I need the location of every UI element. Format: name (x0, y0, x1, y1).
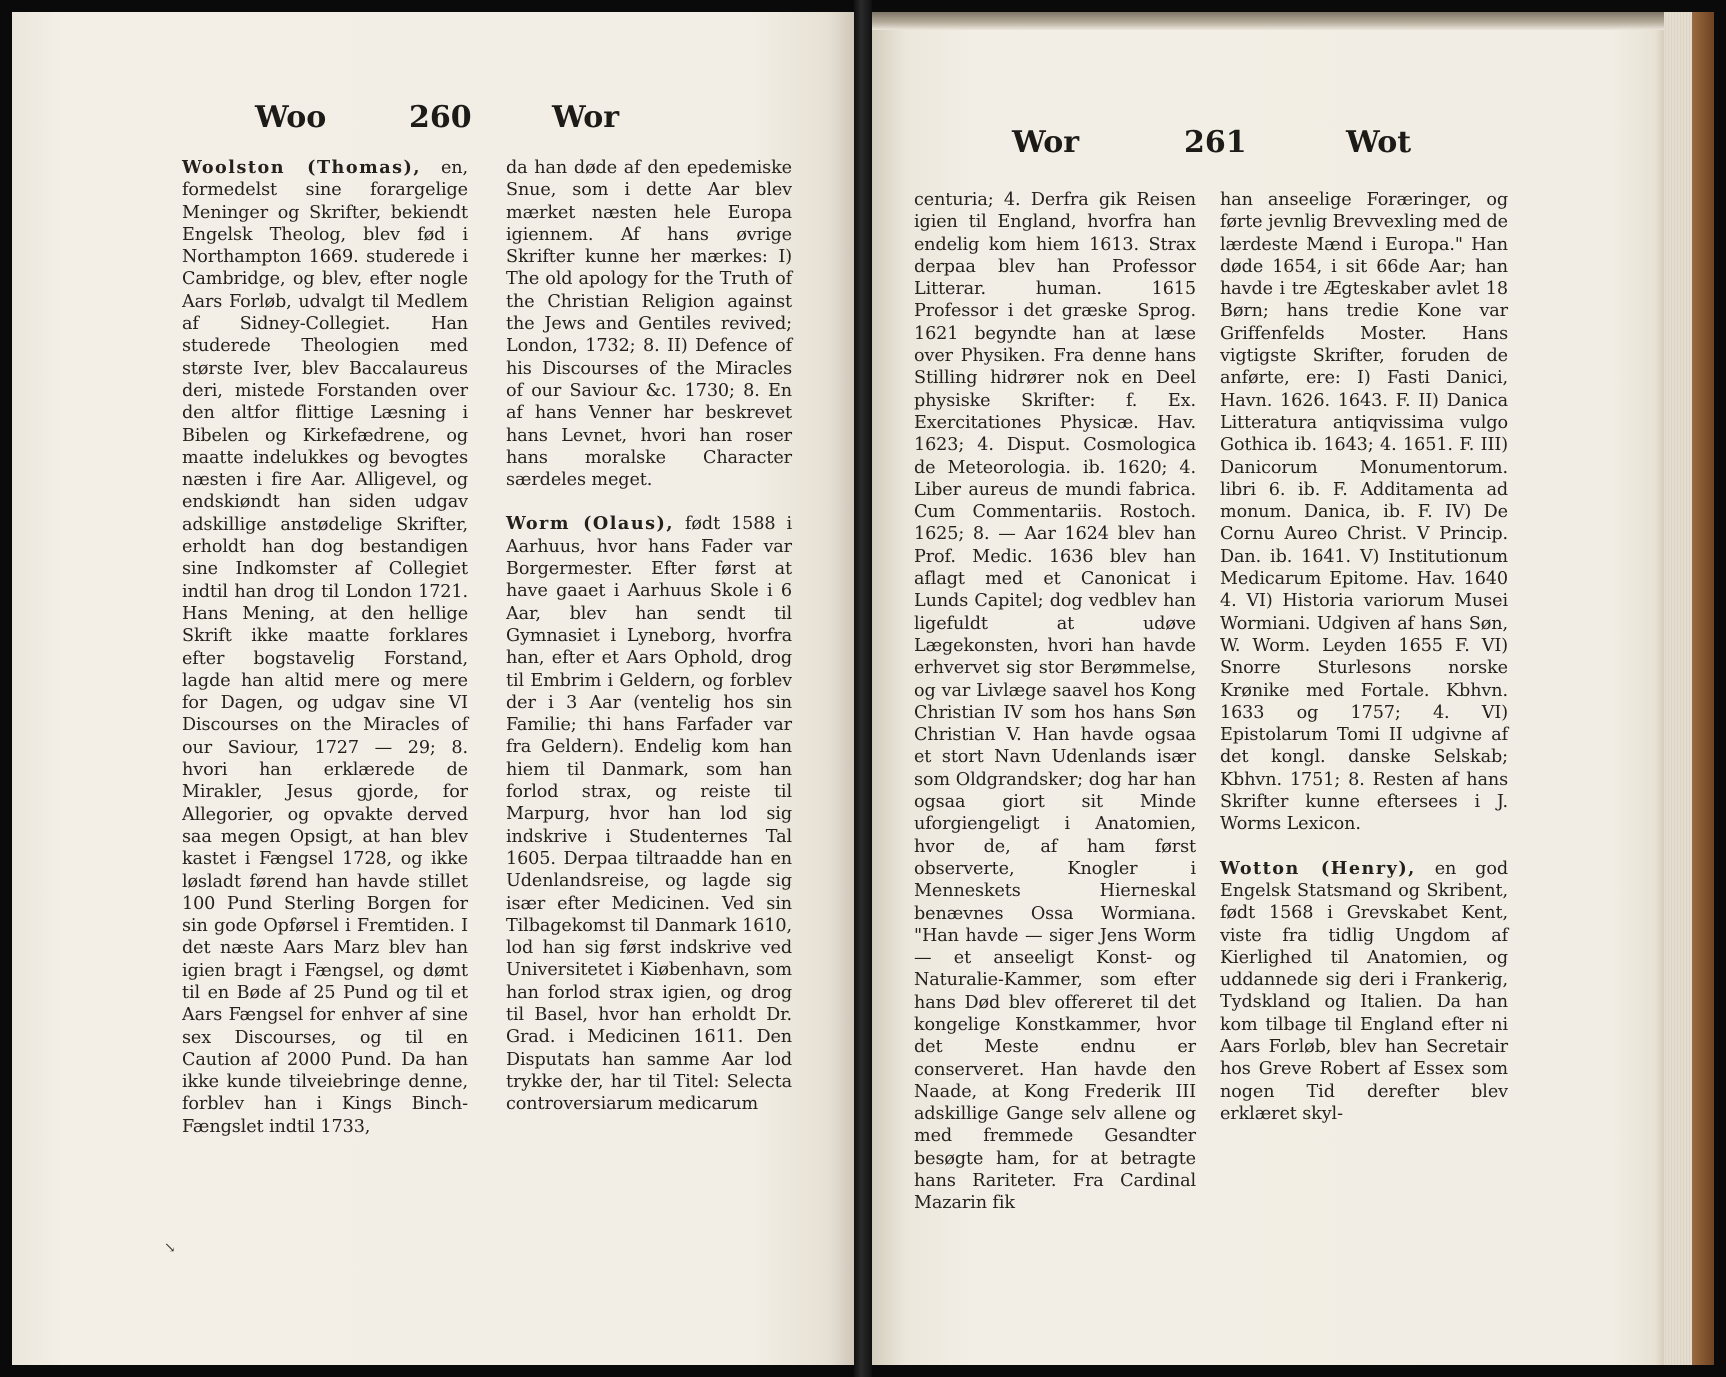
entry-continuation (1220, 189, 1508, 836)
left-page-header (12, 100, 854, 140)
left-column-1 (182, 157, 468, 1138)
right-page-number: 261 (1184, 125, 1247, 160)
headword-worm: Worm (Olaus), (506, 513, 674, 535)
entry-wotton (1220, 858, 1508, 1126)
page-top-edge (872, 12, 1714, 30)
right-page (872, 12, 1714, 1365)
entry-continuation (506, 157, 792, 491)
entry-text: han anseelige Foræringer, og førte jevnlig Brevvexling med de lærdeste Mænd i Europa." Han døde 1654, i sit 66de Aar; han havde i tre Ægteskaber avlet 18 Børn; hans tredie Kone var Griffenfelds Moster. Hans vigtigste Skrifter, foruden de anførte, ere: I) Fasti Danici, Havn. 1626. 1643. F. II) Danica Litteratura antiqvissima vulgo Gothica ib. 1643; 4. 1651. F. III) Danicorum Monumentorum. libri 6. ib. F. Additamenta ad monum. Danica, ib. F. IV) De Cornu Aureo Christ. V Princip. Dan. ib. 1641. V) Institutionum Medicarum Epitome. Hav. 1640 4. VI) Historia variorum Musei Wormiani. Udgiven af hans Søn, W. Worm. Leyden 1655 F. VI) Snorre Sturlesons norske Krønike med Fortale. Kbhvn. 1633 og 1757; 4. VI) Epistolarum Tomi II udgivne af det kongl. danske Selskab; Kbhvn. 1751; 8. Resten af hans Skrifter kunne eftersees i J. Worms Lexicon. (1220, 190, 1508, 835)
entry-text: født 1588 i Aarhuus, hvor hans Fader var Borgermester. Efter først at have gaaet i Aarhuus Skole i 6 Aar, blev han sendt til Gymnasiet i Lyneborg, hvorfra han, efter et Aars Ophold, drog til Embrim i Geldern, og forblev der i 3 Aar (ventelig hos sin Familie; thi hans Farfader var fra Geldern). Endelig kom han hiem til Danmark, som han forlod strax, og reiste til Marpurg, hvor han lod sig indskrive i Studenternes Tal 1605. Derpaa tiltraadde han en Udenlandsreise, og lagde sig især efter Medicinen. Ved sin Tilbagekomst til Danmark 1610, lod han sig først indskrive ved Universitetet i Kiøbenhavn, som han forlod strax igien, og drog til Basel, hvor han erholdt Dr. Grad. i Medicinen 1611. Den Disputats han samme Aar lod trykke der, har til Titel: Selecta controversiarum medicarum (506, 514, 792, 1115)
entry-continuation (914, 189, 1196, 1215)
entry-text: centuria; 4. Derfra gik Reisen igien til England, hvorfra han endelig kom hiem 1613. Strax derpaa blev han Professor Litterar. human. 1615 Professor i det græske Sprog. 1621 begyndte han at læse over Physiken. Fra denne hans Stilling hidrører nok en Deel physiske Skrifter: f. Ex. Exercitationes Physicæ. Hav. 1623; 4. Disput. Cosmologica de Meteorologia. ib. 1620; 4. Liber aureus de mundi fabrica. Cum Commentariis. Rostoch. 1625; 8. — Aar 1624 blev han Prof. Medic. 1636 blev han aflagt med et Canonicat i Lunds Capitel; dog vedblev han ligefuldt at udøve Lægekonsten, hvori han havde erhvervet sig stor Berømmelse, og var Livlæge saavel hos Kong Christian IV som hos hans Søn Christian V. Han havde ogsaa et stort Navn Udenlands især som Oldgrandsker; dog har han ogsaa giort sit Minde uforgiengeligt i Anatomien, hvor de, af ham først observerte, Knogler i Menneskets Hierneskal benævnes Ossa Wormiana. "Han havde — siger Jens Worm — et anseeligt Konst- og Naturalie-Kammer, som efter hans Død blev offereret til det kongelige Konstkammer, hvor det Meste endnu er conserveret. Han havde den Naade, at Kong Frederik III adskillige Gange selv allene og med fremmede Gesandter besøgte ham, for at betragte hans Rariteter. Fra Cardinal Mazarin fik (914, 190, 1196, 1214)
book-gutter (854, 0, 872, 1377)
entry-text: en god Engelsk Statsmand og Skribent, født 1568 i Grevskabet Kent, viste fra tidlig Ungdom af Kierlighed til Anatomien, og uddannede sig deri i Frankerig, Tydskland og Italien. Da han kom tilbage til England efter ni Aars Forløb, blev han Secretair hos Greve Robert af Essex som nogen Tid derefter blev erklæret skyl- (1220, 858, 1509, 1124)
page-mark: ↘ (164, 1240, 176, 1256)
headword-wotton: Wotton (Henry), (1220, 857, 1416, 879)
left-page (12, 12, 854, 1365)
left-page-number: 260 (409, 100, 472, 135)
right-header-guide-right: Wot (1346, 125, 1412, 160)
entry-text: da han døde af den epedemiske Snue, som i dette Aar blev mærket næsten hele Europa igiennem. Af hans øvrige Skrifter kunne her mærkes: I) The old apology for the Truth of the Christian Religion against the Jews and Gentiles revived; London, 1732; 8. II) Defence of his Discourses of the Miracles of our Saviour &c. 1730; 8. En af hans Venner har beskrevet hans Levnet, hvori han roser hans moralske Character særdeles meget. (506, 158, 792, 491)
book-cover-edge (1692, 12, 1714, 1365)
headword-woolston: Woolston (Thomas), (182, 157, 421, 178)
left-header-guide-left: Woo (255, 100, 327, 135)
entry-text: en, formedelst sine forargelige Meninger og Skrifter, bekiendt Engelsk Theolog, blev fød i Northampton 1669. studerede i Cambridge, og blev, efter nogle Aars Forløb, udvalgt til Medlem af Sidney-Collegiet. Han studerede Theologien med største Iver, blev Baccalaureus deri, mistede Forstanden over den altfor flittige Læsning i Bibelen og Kirkefædrene, og maatte indelukkes og bevogtes næsten i fire Aar. Alligevel, og endskiøndt han siden udgav adskillige anstødelige Skrifter, erholdt han dog bestandigen sine Indkomster af Collegiet indtil han drog til London 1721. Hans Mening, at den hellige Skrift ikke maatte forklares efter bogstavelig Forstand, lagde han altid mere og mere for Dagen, og udgav sine VI Discourses on the Miracles of our Saviour, 1727 — 29; 8. hvori han erklærede de Mirakler, Jesus gjorde, for Allegorier, og opvakte derved saa megen Opsigt, at han blev kastet i Fængsel 1728, og ikke løsladt førend han havde stillet 100 Pund Sterling Borgen for sin gode Opførsel i Fremtiden. I det næste Aars Marz blev han igien bragt i Fængsel, og dømt til en Bøde af 25 Pund og til et Aars Fængsel for enhver af sine sex Discourses, og til en Caution af 2000 Pund. Da han ikke kunde tilveiebringe denne, forblev han i Kings Binch-Fængslet indtil 1733, (182, 158, 468, 1137)
right-column-1 (914, 189, 1196, 1215)
right-column-2 (1220, 189, 1508, 1125)
right-page-header (872, 125, 1714, 165)
left-header-guide-right: Wor (552, 100, 620, 135)
entry-worm (506, 513, 792, 1115)
right-header-guide-left: Wor (1012, 125, 1080, 160)
entry-woolston (182, 157, 468, 1138)
left-column-2 (506, 157, 792, 1115)
